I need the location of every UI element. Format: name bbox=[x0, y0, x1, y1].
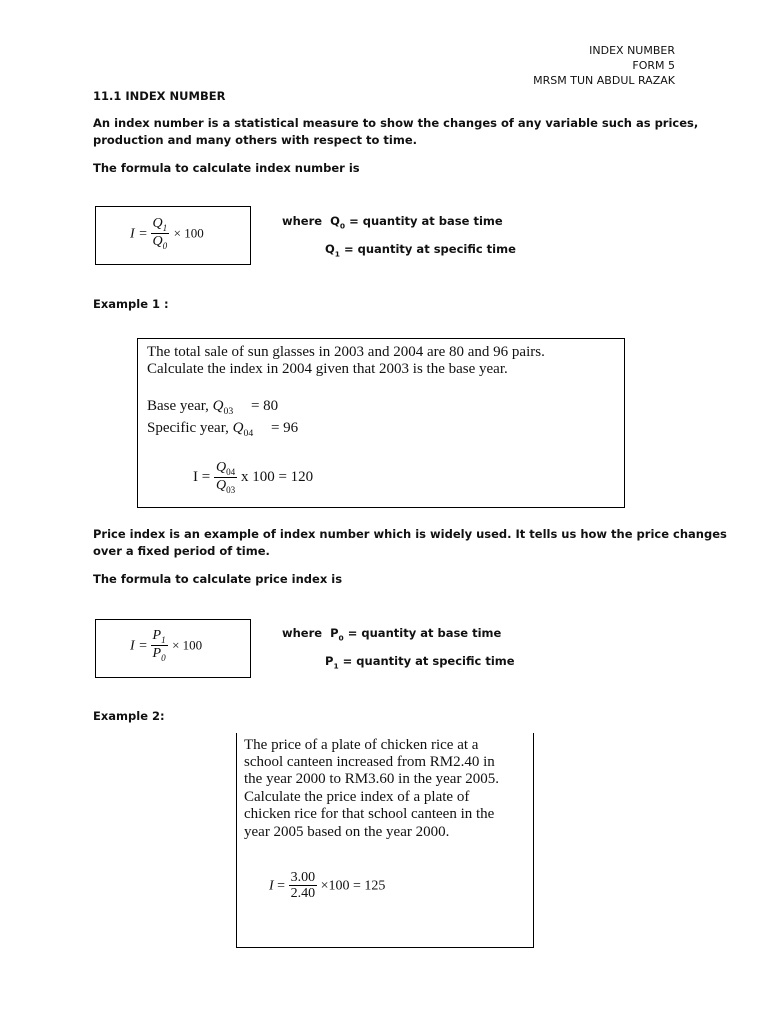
header-block bbox=[533, 43, 675, 88]
example2-calc-rhs: ×100 = 125 bbox=[320, 878, 386, 894]
formula2-where-line-1: where $P_0$ = quantity at base time bbox=[282, 626, 502, 643]
formula2-fraction: $\frac{P_1}{P_0}$ bbox=[152, 628, 166, 663]
example2-line-4: Calculate the price index of a plate of bbox=[244, 789, 470, 805]
example1-label: Example 1 : bbox=[93, 297, 169, 311]
example2-calc-lhs: I bbox=[269, 878, 274, 894]
example2-line-5: chicken rice for that school canteen in the bbox=[244, 806, 495, 822]
formula-intro-1: The formula to calculate index number is bbox=[93, 161, 360, 175]
formula-intro-2: The formula to calculate price index is bbox=[93, 572, 343, 586]
example1-calc-lhs: I = bbox=[193, 468, 211, 485]
formula-box-price bbox=[95, 619, 251, 678]
example2-fraction bbox=[289, 870, 318, 902]
header-line-3: MRSM TUN ABDUL RAZAK bbox=[533, 74, 675, 87]
example2-line-3: the year 2000 to RM3.60 in the year 2005. bbox=[244, 771, 499, 787]
example2-label: Example 2: bbox=[93, 709, 165, 723]
section-title: 11.1 INDEX NUMBER bbox=[93, 89, 226, 103]
example2-denominator: 2.40 bbox=[290, 886, 316, 902]
example2-line-6: year 2005 based on the year 2000. bbox=[244, 824, 450, 840]
formula-box-index bbox=[95, 206, 251, 265]
example2-calculation: I = $\frac{3.00}{2.40}$ ×100 = 125 bbox=[269, 870, 386, 902]
intro-paragraph bbox=[93, 115, 698, 149]
example2-numerator: 3.00 bbox=[290, 870, 316, 885]
example1-box bbox=[137, 338, 625, 508]
header-line-2: FORM 5 bbox=[632, 59, 675, 72]
price-index-line-1: Price index is an example of index number which is widely used. It tells us how the price changes bbox=[93, 527, 727, 541]
example1-calc-rhs: x 100 = 120 bbox=[240, 468, 314, 485]
example1-calculation bbox=[193, 460, 313, 495]
header-line-1: INDEX NUMBER bbox=[589, 44, 675, 57]
example1-line-1: The total sale of sun glasses in 2003 and 2004 are 80 and 96 pairs. bbox=[147, 344, 545, 360]
formula-index: I = $\frac{Q_1}{Q_0}$ × 100 bbox=[130, 216, 204, 251]
example1-base-year: Base year, $Q_{03} = 80$ bbox=[147, 398, 279, 417]
example2-line-2: school canteen increased from RM2.40 in bbox=[244, 754, 495, 770]
example1-line-2: Calculate the index in 2004 given that 2003 is the base year. bbox=[147, 361, 508, 377]
intro-line-2: production and many others with respect to time. bbox=[93, 133, 417, 147]
formula2-multiplier: × 100 bbox=[172, 637, 203, 653]
example2-box bbox=[236, 733, 534, 948]
formula-multiplier: × 100 bbox=[173, 225, 204, 241]
formula2-where-line-2: $P_1$ = quantity at specific time bbox=[325, 654, 515, 671]
formula-lhs: I bbox=[130, 226, 135, 242]
example1-specific-year: Specific year, $Q_{04} = 96$ bbox=[147, 420, 299, 439]
intro-line-1: An index number is a statistical measure to show the changes of any variable such as prices, bbox=[93, 116, 699, 130]
price-index-paragraph bbox=[93, 526, 727, 560]
formula1-where-line-2: $Q_1$ = quantity at specific time bbox=[325, 242, 516, 259]
formula2-lhs: I bbox=[130, 638, 135, 654]
formula-price: I = $\frac{P_1}{P_0}$ × 100 bbox=[130, 628, 203, 663]
formula-fraction: $\frac{Q_1}{Q_0}$ bbox=[152, 216, 168, 251]
formula1-where-line-1: where $Q_0$ = quantity at base time bbox=[282, 214, 503, 231]
example2-line-1: The price of a plate of chicken rice at a bbox=[244, 737, 479, 753]
price-index-line-2: over a fixed period of time. bbox=[93, 544, 270, 558]
example1-fraction: $\frac{Q_{04}}{Q_{03}}$ bbox=[215, 460, 236, 495]
